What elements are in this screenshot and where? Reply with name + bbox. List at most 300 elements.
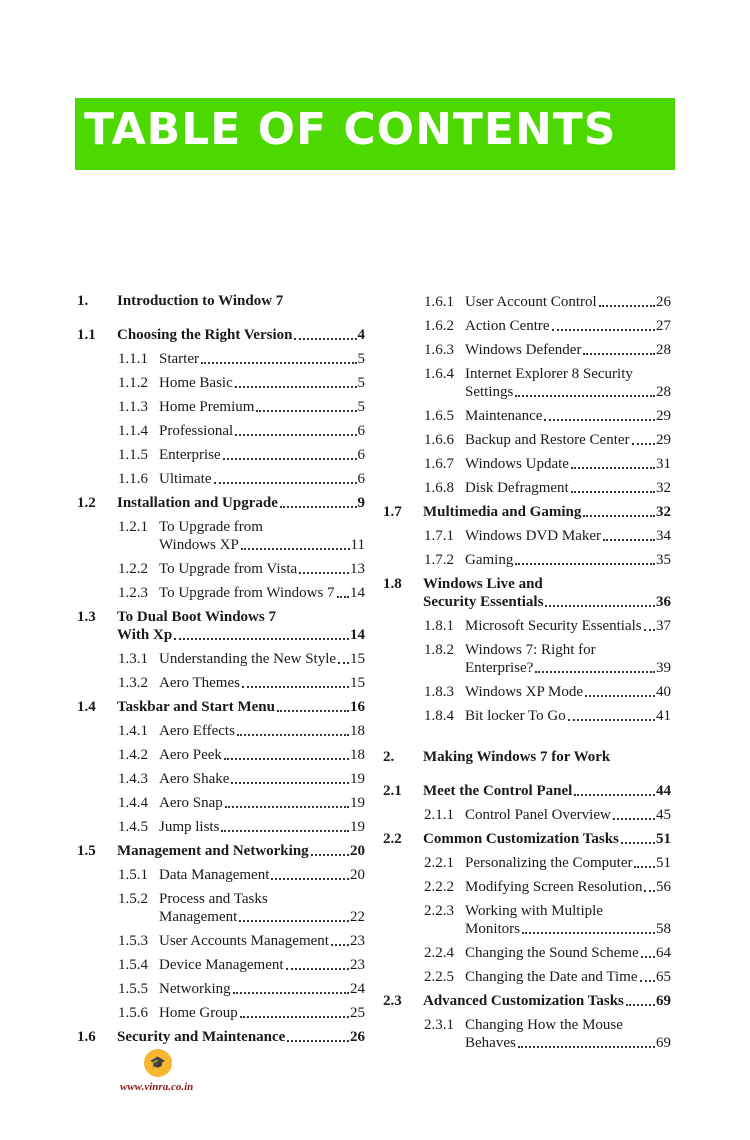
entry-line xyxy=(465,365,671,383)
page-number: 37 xyxy=(656,618,671,634)
entry-text: Home Premium xyxy=(159,399,255,415)
toc-entry-section[interactable] xyxy=(383,827,671,851)
dot-leader xyxy=(545,593,655,607)
entry-line xyxy=(159,446,365,464)
dot-leader xyxy=(568,707,655,721)
toc-entry-sub[interactable] xyxy=(383,851,671,875)
entry-title xyxy=(423,782,671,800)
entry-line xyxy=(465,1034,671,1052)
entry-line xyxy=(159,770,365,788)
entry-number: 2.2.5 xyxy=(424,969,454,985)
dot-leader xyxy=(515,383,655,397)
toc-entry-section[interactable] xyxy=(383,989,671,1013)
entry-title xyxy=(465,707,671,725)
toc-entry-section[interactable] xyxy=(77,839,365,863)
entry-title xyxy=(117,326,365,344)
entry-text: Advanced Customization Tasks xyxy=(423,993,624,1009)
toc-entry-sub[interactable] xyxy=(77,581,365,605)
entry-title xyxy=(159,746,365,764)
toc-entry-section[interactable] xyxy=(77,605,365,647)
entry-number: 1.4.4 xyxy=(118,795,148,811)
toc-entry-sub[interactable] xyxy=(383,290,671,314)
entry-text: Aero Snap xyxy=(159,795,223,811)
entry-title xyxy=(465,365,671,401)
page-number: 16 xyxy=(350,699,365,715)
page-number: 6 xyxy=(357,423,365,439)
entry-line xyxy=(465,407,671,425)
toc-entry-sub[interactable] xyxy=(383,680,671,704)
page-number: 9 xyxy=(357,495,365,511)
toc-entry-sub[interactable] xyxy=(383,704,671,728)
entry-number: 1.7.1 xyxy=(424,528,454,544)
entry-text: Meet the Control Panel xyxy=(423,783,573,799)
toc-entry-sub[interactable] xyxy=(383,548,671,572)
entry-text: To Upgrade from Windows 7 xyxy=(159,585,335,601)
toc-entry-sub[interactable] xyxy=(77,467,365,491)
dot-leader xyxy=(223,446,357,460)
entry-line xyxy=(423,593,671,611)
page-number: 28 xyxy=(656,342,671,358)
entry-text: Introduction to Window 7 xyxy=(117,293,284,309)
entry-line xyxy=(117,626,365,644)
toc-entry-sub[interactable] xyxy=(77,719,365,743)
entry-line xyxy=(465,707,671,725)
entry-number: 1.8 xyxy=(383,576,402,592)
entry-title xyxy=(159,890,365,926)
dot-leader xyxy=(535,659,655,673)
entry-text-cont: Enterprise? xyxy=(465,660,534,676)
entry-line xyxy=(159,908,365,926)
page-number: 20 xyxy=(350,867,365,883)
entry-text: Aero Peek xyxy=(159,747,222,763)
page-number: 56 xyxy=(656,879,671,895)
entry-title xyxy=(465,479,671,497)
entry-line xyxy=(465,455,671,473)
entry-title xyxy=(423,503,671,521)
entry-text: Security and Maintenance xyxy=(117,1029,286,1045)
entry-text: Data Management xyxy=(159,867,270,883)
toc-entry-sub[interactable] xyxy=(77,557,365,581)
entry-title xyxy=(159,956,365,974)
entry-line xyxy=(159,890,365,908)
dot-leader xyxy=(299,560,349,574)
entry-number: 1.8.1 xyxy=(424,618,454,634)
entry-number: 1.5 xyxy=(77,843,96,859)
toc-entry-sub[interactable] xyxy=(383,899,671,941)
entry-number: 1.4 xyxy=(77,699,96,715)
toc-entry-sub[interactable] xyxy=(383,803,671,827)
entry-text: Gaming xyxy=(465,552,514,568)
entry-text: Choosing the Right Version xyxy=(117,327,293,343)
toc-entry-sub[interactable] xyxy=(383,524,671,548)
toc-entry-sub[interactable] xyxy=(77,1001,365,1025)
page-number: 32 xyxy=(656,480,671,496)
toc-entry-section[interactable] xyxy=(383,500,671,524)
toc-entry-sub[interactable] xyxy=(77,347,365,371)
logo-graduation-cap-icon: 🎓 xyxy=(144,1049,172,1077)
dot-leader xyxy=(571,455,655,469)
entry-text: Home Group xyxy=(159,1005,238,1021)
entry-text: Jump lists xyxy=(159,819,220,835)
toc-entry-sub[interactable] xyxy=(77,791,365,815)
page-number: 36 xyxy=(656,594,671,610)
toc-entry-sub[interactable] xyxy=(77,419,365,443)
dot-leader xyxy=(599,293,655,307)
entry-text: To Upgrade from Vista xyxy=(159,561,298,577)
toc-entry-sub[interactable] xyxy=(77,887,365,929)
dot-leader xyxy=(640,968,656,982)
entry-text-cont: Security Essentials xyxy=(423,594,544,610)
page-number: 27 xyxy=(656,318,671,334)
dot-leader xyxy=(574,782,655,796)
entry-text-cont: Windows XP xyxy=(159,537,239,553)
entry-title xyxy=(465,944,671,962)
toc-entry-section[interactable] xyxy=(77,695,365,719)
page-number: 41 xyxy=(656,708,671,724)
entry-title xyxy=(465,317,671,335)
entry-title xyxy=(465,341,671,359)
entry-number: 2.3 xyxy=(383,993,402,1009)
entry-title xyxy=(117,494,365,512)
entry-line xyxy=(159,980,365,998)
page-number: 23 xyxy=(350,957,365,973)
entry-line xyxy=(159,374,365,392)
entry-number: 2.2.4 xyxy=(424,945,454,961)
entry-text: Ultimate xyxy=(159,471,212,487)
dot-leader xyxy=(237,722,349,736)
entry-line xyxy=(159,560,365,578)
entry-line xyxy=(159,794,365,812)
toc-entry-sub[interactable] xyxy=(77,977,365,1001)
dot-leader xyxy=(641,944,655,958)
entry-number: 1.6.6 xyxy=(424,432,454,448)
page-number: 5 xyxy=(357,399,365,415)
toc-entry-sub[interactable] xyxy=(383,428,671,452)
dot-leader xyxy=(231,770,349,784)
entry-title xyxy=(465,551,671,569)
page-number: 23 xyxy=(350,933,365,949)
dot-leader xyxy=(224,746,349,760)
entry-title xyxy=(159,398,365,416)
entry-line xyxy=(117,494,365,512)
entry-line xyxy=(159,818,365,836)
toc-entry-chapter[interactable] xyxy=(383,746,671,779)
entry-line xyxy=(465,617,671,635)
dot-leader xyxy=(522,920,655,934)
entry-line xyxy=(465,641,671,659)
entry-number: 1.7 xyxy=(383,504,402,520)
entry-line xyxy=(159,398,365,416)
entry-title xyxy=(159,470,365,488)
toc-entry-sub[interactable] xyxy=(383,338,671,362)
entry-line xyxy=(159,722,365,740)
dot-leader xyxy=(287,1028,349,1042)
entry-line xyxy=(159,584,365,602)
dot-leader xyxy=(225,794,349,808)
entry-number: 2.1.1 xyxy=(424,807,454,823)
page-number: 39 xyxy=(656,660,671,676)
entry-text: Professional xyxy=(159,423,234,439)
toc-entry-sub[interactable] xyxy=(383,452,671,476)
entry-title xyxy=(159,866,365,884)
entry-line xyxy=(465,854,671,872)
entry-line xyxy=(465,806,671,824)
entry-title xyxy=(159,446,365,464)
toc-entry-sub[interactable] xyxy=(383,941,671,965)
entry-line xyxy=(465,293,671,311)
entry-number: 1.6.8 xyxy=(424,480,454,496)
entry-title xyxy=(117,608,365,644)
entry-text: Multimedia and Gaming xyxy=(423,504,582,520)
page-number: 18 xyxy=(350,723,365,739)
entry-title xyxy=(159,818,365,836)
dot-leader xyxy=(240,1004,349,1018)
page-number: 51 xyxy=(656,855,671,871)
entry-number: 1.5.3 xyxy=(118,933,148,949)
entry-line xyxy=(159,422,365,440)
entry-line xyxy=(465,659,671,677)
toc-entry-sub[interactable] xyxy=(77,671,365,695)
entry-line xyxy=(465,383,671,401)
toc-entry-sub[interactable] xyxy=(383,314,671,338)
dot-leader xyxy=(544,407,655,421)
entry-number: 1.6.2 xyxy=(424,318,454,334)
page-number: 19 xyxy=(350,771,365,787)
dot-leader xyxy=(277,698,349,712)
entry-title xyxy=(465,878,671,896)
page-number: 32 xyxy=(656,504,671,520)
entry-number: 1.6.1 xyxy=(424,294,454,310)
entry-number: 2.2 xyxy=(383,831,402,847)
toc-entry-sub[interactable] xyxy=(383,638,671,680)
entry-text: Windows XP Mode xyxy=(465,684,584,700)
toc-entry-sub[interactable] xyxy=(77,515,365,557)
entry-number: 1.5.1 xyxy=(118,867,148,883)
entry-number: 1.4.3 xyxy=(118,771,148,787)
entry-text: Management and Networking xyxy=(117,843,309,859)
toc-entry-sub[interactable] xyxy=(383,965,671,989)
toc-entry-section[interactable] xyxy=(383,572,671,614)
page-number: 11 xyxy=(350,537,365,553)
entry-title xyxy=(465,1016,671,1052)
entry-number: 1.2.2 xyxy=(118,561,148,577)
entry-number: 1.8.4 xyxy=(424,708,454,724)
entry-line xyxy=(159,866,365,884)
entry-text: Aero Effects xyxy=(159,723,235,739)
toc-entry-section[interactable] xyxy=(77,1025,365,1049)
entry-line xyxy=(117,1028,365,1046)
entry-line xyxy=(423,503,671,521)
entry-number: 2.2.1 xyxy=(424,855,454,871)
toc-column-left xyxy=(77,290,365,1049)
toc-entry-sub[interactable] xyxy=(383,362,671,404)
dot-leader xyxy=(518,1034,655,1048)
entry-title xyxy=(423,748,671,766)
entry-title xyxy=(117,842,365,860)
entry-title xyxy=(465,617,671,635)
dot-leader xyxy=(271,866,349,880)
entry-title xyxy=(117,292,365,310)
spacer xyxy=(383,728,671,746)
entry-text: Personalizing the Computer xyxy=(465,855,633,871)
toc-entry-sub[interactable] xyxy=(77,443,365,467)
entry-number: 1.1 xyxy=(77,327,96,343)
entry-text-cont: Settings xyxy=(465,384,514,400)
entry-text: Aero Themes xyxy=(159,675,240,691)
entry-text: Home Basic xyxy=(159,375,233,391)
entry-line xyxy=(159,350,365,368)
entry-number: 1.2.1 xyxy=(118,519,148,535)
entry-number: 1.6 xyxy=(77,1029,96,1045)
entry-line xyxy=(159,932,365,950)
dot-leader xyxy=(613,806,655,820)
toc-entry-sub[interactable] xyxy=(383,404,671,428)
entry-title xyxy=(159,770,365,788)
entry-title xyxy=(159,422,365,440)
entry-text: Making Windows 7 for Work xyxy=(423,749,611,765)
entry-text: Understanding the New Style xyxy=(159,651,337,667)
dot-leader xyxy=(632,431,655,445)
entry-line xyxy=(465,920,671,938)
entry-text: Windows Live and xyxy=(423,576,543,592)
toc-entry-sub[interactable] xyxy=(77,767,365,791)
entry-text: Modifying Screen Resolution xyxy=(465,879,643,895)
dot-leader xyxy=(338,650,349,664)
entry-title xyxy=(423,575,671,611)
dot-leader xyxy=(621,830,655,844)
toc-entry-sub[interactable] xyxy=(77,647,365,671)
entry-line xyxy=(159,518,365,536)
entry-number: 2. xyxy=(383,749,395,765)
entry-title xyxy=(159,794,365,812)
entry-number: 1.5.6 xyxy=(118,1005,148,1021)
page-number: 28 xyxy=(656,384,671,400)
entry-number: 1.6.5 xyxy=(424,408,454,424)
entry-line xyxy=(117,698,365,716)
entry-number: 1.8.3 xyxy=(424,684,454,700)
page-number: 34 xyxy=(656,528,671,544)
toc-entry-sub[interactable] xyxy=(383,875,671,899)
toc-column-right xyxy=(383,290,671,1055)
page-number: 64 xyxy=(656,945,671,961)
entry-title xyxy=(423,830,671,848)
entry-number: 1.4.2 xyxy=(118,747,148,763)
toc-entry-sub[interactable] xyxy=(383,476,671,500)
toc-entry-sub[interactable] xyxy=(77,863,365,887)
entry-line xyxy=(465,341,671,359)
entry-title xyxy=(465,641,671,677)
entry-number: 1.6.7 xyxy=(424,456,454,472)
entry-title xyxy=(465,455,671,473)
entry-title xyxy=(159,1004,365,1022)
entry-title xyxy=(117,698,365,716)
entry-text: Aero Shake xyxy=(159,771,230,787)
footer-url[interactable]: www.vinra.co.in xyxy=(120,1081,194,1093)
toc-entry-chapter[interactable] xyxy=(77,290,365,323)
entry-title xyxy=(159,980,365,998)
entry-line xyxy=(117,842,365,860)
page-number: 31 xyxy=(656,456,671,472)
toc-entry-sub[interactable] xyxy=(77,953,365,977)
entry-title xyxy=(465,854,671,872)
entry-text: Bit locker To Go xyxy=(465,708,566,724)
entry-number: 1.4.5 xyxy=(118,819,148,835)
dot-leader xyxy=(603,527,655,541)
page-number: 14 xyxy=(350,627,365,643)
entry-text: Common Customization Tasks xyxy=(423,831,619,847)
page-number: 13 xyxy=(350,561,365,577)
entry-line xyxy=(465,551,671,569)
page-number: 40 xyxy=(656,684,671,700)
dot-leader xyxy=(644,878,655,892)
entry-text: Windows 7: Right for xyxy=(465,642,596,658)
toc-entry-section[interactable] xyxy=(77,323,365,347)
page-number: 45 xyxy=(656,807,671,823)
entry-title xyxy=(159,560,365,578)
entry-line xyxy=(423,830,671,848)
entry-number: 2.2.2 xyxy=(424,879,454,895)
page-number: 35 xyxy=(656,552,671,568)
dot-leader xyxy=(515,551,655,565)
entry-line xyxy=(117,608,365,626)
entry-line xyxy=(159,470,365,488)
toc-entry-section[interactable] xyxy=(383,779,671,803)
toc-entry-section[interactable] xyxy=(77,491,365,515)
dot-leader xyxy=(235,422,356,436)
page-number: 22 xyxy=(350,909,365,925)
page-number: 6 xyxy=(357,447,365,463)
toc-entry-sub[interactable] xyxy=(77,395,365,419)
dot-leader xyxy=(331,932,349,946)
entry-line xyxy=(465,902,671,920)
entry-text: Working with Multiple xyxy=(465,903,603,919)
entry-text: Disk Defragment xyxy=(465,480,569,496)
entry-text: Changing How the Mouse xyxy=(465,1017,623,1033)
dot-leader xyxy=(311,842,349,856)
entry-line xyxy=(465,878,671,896)
dot-leader xyxy=(626,992,655,1006)
entry-number: 1.1.2 xyxy=(118,375,148,391)
page-number: 44 xyxy=(656,783,671,799)
toc-entry-sub[interactable] xyxy=(383,1013,671,1055)
entry-text: Networking xyxy=(159,981,231,997)
entry-line xyxy=(465,527,671,545)
toc-entry-sub[interactable] xyxy=(77,371,365,395)
entry-number: 1.2 xyxy=(77,495,96,511)
toc-entry-sub[interactable] xyxy=(77,929,365,953)
entry-text-cont: Monitors xyxy=(465,921,521,937)
toc-entry-sub[interactable] xyxy=(77,815,365,839)
entry-line xyxy=(423,992,671,1010)
dot-leader xyxy=(242,674,349,688)
page-number: 29 xyxy=(656,408,671,424)
entry-title xyxy=(465,431,671,449)
entry-line xyxy=(159,1004,365,1022)
toc-entry-sub[interactable] xyxy=(383,614,671,638)
entry-title xyxy=(465,293,671,311)
page-number: 65 xyxy=(656,969,671,985)
entry-line xyxy=(159,956,365,974)
entry-number: 1.1.3 xyxy=(118,399,148,415)
entry-text: Taskbar and Start Menu xyxy=(117,699,275,715)
entry-text-cont: Management xyxy=(159,909,238,925)
page-number: 19 xyxy=(350,819,365,835)
page-number: 19 xyxy=(350,795,365,811)
entry-text: Action Centre xyxy=(465,318,550,334)
dot-leader xyxy=(241,536,350,550)
toc-entry-sub[interactable] xyxy=(77,743,365,767)
entry-text-cont: Behaves xyxy=(465,1035,516,1051)
